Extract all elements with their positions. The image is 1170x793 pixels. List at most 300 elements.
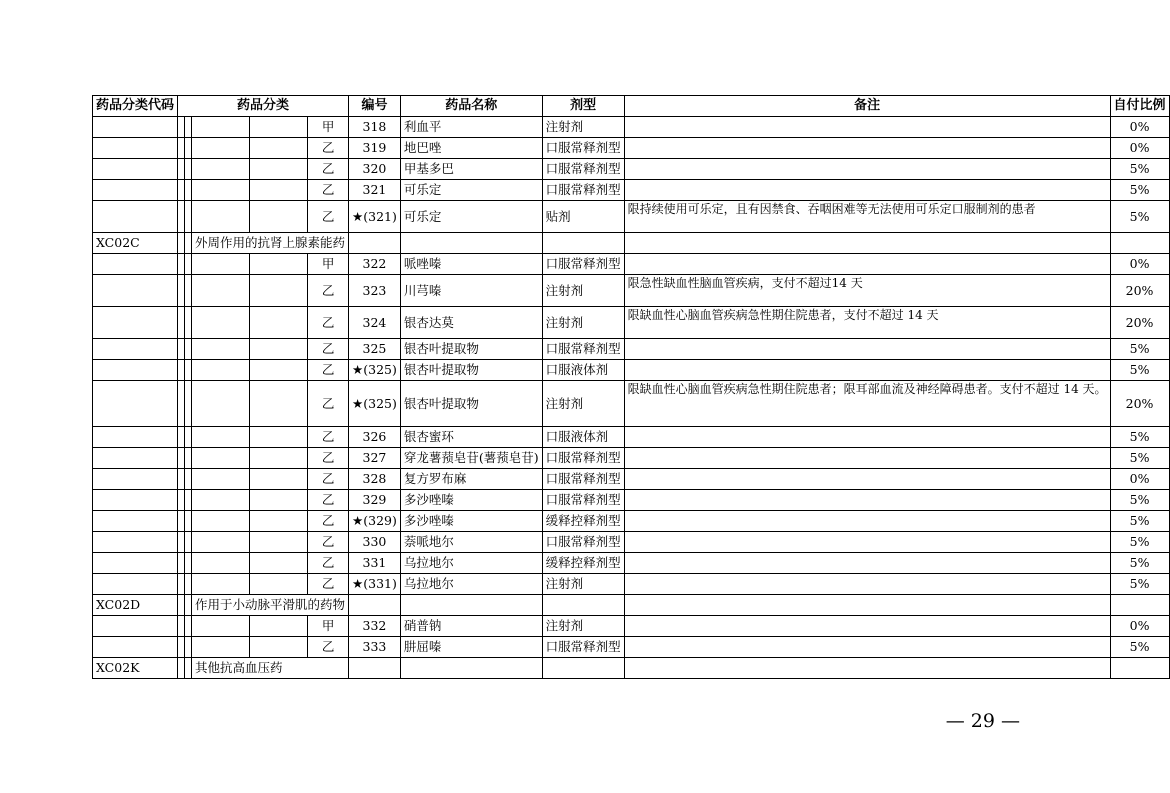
ratio-cell: 0%: [1110, 138, 1169, 159]
empty-cell: [185, 595, 192, 616]
dosage-form-cell: 口服液体剂: [542, 427, 624, 448]
remark-text: 限急性缺血性脑血管疾病，支付不超过14 天: [627, 276, 863, 290]
remark-cell: [624, 159, 1110, 180]
drug-name-cell: 乌拉地尔: [400, 553, 542, 574]
grade-cell: 乙: [308, 427, 349, 448]
remark-cell: [624, 339, 1110, 360]
empty-cell: [185, 427, 192, 448]
empty-cell: [192, 469, 250, 490]
table-header-row: [93, 96, 1170, 117]
grade-cell: 乙: [308, 180, 349, 201]
table-row: [93, 469, 1170, 490]
number-cell: 331: [349, 553, 401, 574]
empty-cell: [178, 381, 185, 427]
ratio-cell: 5%: [1110, 201, 1169, 233]
remark-text: [628, 532, 1107, 533]
drug-name-cell: 银杏达莫: [400, 307, 542, 339]
empty-cell: [178, 532, 185, 553]
dosage-form-cell: 缓释控释剂型: [542, 511, 624, 532]
remark-text: [628, 360, 1107, 361]
table-row: [93, 532, 1170, 553]
empty-cell: [250, 138, 308, 159]
empty-cell: [185, 233, 192, 254]
drug-table: [92, 95, 1170, 679]
dosage-form-cell: 口服常释剂型: [542, 180, 624, 201]
empty-cell: [178, 180, 185, 201]
empty-cell: [624, 595, 1110, 616]
drug-name-cell: 可乐定: [400, 201, 542, 233]
empty-cell: [185, 138, 192, 159]
empty-cell: [192, 553, 250, 574]
empty-cell: [185, 275, 192, 307]
dosage-form-cell: 口服液体剂: [542, 360, 624, 381]
number-cell: ★(331): [349, 574, 401, 595]
empty-cell: [250, 637, 308, 658]
empty-cell: [192, 180, 250, 201]
empty-cell: [542, 658, 624, 679]
grade-cell: 乙: [308, 138, 349, 159]
empty-cell: [93, 511, 178, 532]
table-row: [93, 138, 1170, 159]
table-row: [93, 427, 1170, 448]
empty-cell: [93, 490, 178, 511]
dosage-form-cell: 注射剂: [542, 616, 624, 637]
number-cell: 332: [349, 616, 401, 637]
header-form: 剂型: [542, 96, 624, 117]
ratio-cell: 5%: [1110, 637, 1169, 658]
grade-cell: 乙: [308, 490, 349, 511]
empty-cell: [192, 427, 250, 448]
header-code: 药品分类代码: [93, 96, 178, 117]
grade-cell: 乙: [308, 159, 349, 180]
number-cell: 319: [349, 138, 401, 159]
empty-cell: [192, 201, 250, 233]
empty-cell: [185, 490, 192, 511]
remark-cell: [624, 381, 1110, 427]
table-row: [93, 275, 1170, 307]
remark-text: [628, 574, 1107, 575]
remark-text: [628, 469, 1107, 470]
remark-cell: [624, 448, 1110, 469]
table-row: [93, 553, 1170, 574]
ratio-cell: 20%: [1110, 381, 1169, 427]
empty-cell: [185, 360, 192, 381]
drug-name-cell: 复方罗布麻: [400, 469, 542, 490]
table-row: [93, 448, 1170, 469]
empty-cell: [178, 201, 185, 233]
empty-cell: [250, 616, 308, 637]
empty-cell: [93, 117, 178, 138]
grade-cell: 乙: [308, 381, 349, 427]
grade-cell: 乙: [308, 532, 349, 553]
empty-cell: [250, 381, 308, 427]
remark-cell: [624, 469, 1110, 490]
dosage-form-cell: 口服常释剂型: [542, 448, 624, 469]
empty-cell: [93, 469, 178, 490]
category-label: 外周作用的抗肾上腺素能药: [192, 233, 349, 254]
ratio-cell: 5%: [1110, 574, 1169, 595]
empty-cell: [400, 658, 542, 679]
table-row: [93, 574, 1170, 595]
number-cell: ★(321): [349, 201, 401, 233]
ratio-cell: 5%: [1110, 490, 1169, 511]
grade-cell: 乙: [308, 553, 349, 574]
number-cell: 322: [349, 254, 401, 275]
empty-cell: [192, 637, 250, 658]
empty-cell: [185, 381, 192, 427]
empty-cell: [178, 360, 185, 381]
remark-text: [628, 427, 1107, 428]
number-cell: ★(325): [349, 360, 401, 381]
empty-cell: [192, 275, 250, 307]
empty-cell: [250, 159, 308, 180]
empty-cell: [349, 658, 401, 679]
ratio-cell: 5%: [1110, 532, 1169, 553]
empty-cell: [93, 201, 178, 233]
remark-text: [628, 511, 1107, 512]
header-ratio: 自付比例: [1110, 96, 1169, 117]
table-row: [93, 511, 1170, 532]
number-cell: 327: [349, 448, 401, 469]
table-row: [93, 637, 1170, 658]
remark-cell: [624, 427, 1110, 448]
empty-cell: [349, 233, 401, 254]
empty-cell: [400, 595, 542, 616]
number-cell: 320: [349, 159, 401, 180]
grade-cell: 乙: [308, 307, 349, 339]
empty-cell: [178, 427, 185, 448]
grade-cell: 乙: [308, 511, 349, 532]
empty-cell: [93, 574, 178, 595]
table-row: [93, 616, 1170, 637]
remark-cell: [624, 574, 1110, 595]
dosage-form-cell: 口服常释剂型: [542, 339, 624, 360]
empty-cell: [185, 307, 192, 339]
empty-cell: [192, 117, 250, 138]
category-code: XC02C: [93, 233, 178, 254]
empty-cell: [185, 180, 192, 201]
empty-cell: [93, 553, 178, 574]
empty-cell: [93, 138, 178, 159]
empty-cell: [349, 595, 401, 616]
empty-cell: [250, 427, 308, 448]
empty-cell: [250, 511, 308, 532]
empty-cell: [178, 469, 185, 490]
number-cell: 326: [349, 427, 401, 448]
remark-text: [628, 490, 1107, 491]
empty-cell: [250, 360, 308, 381]
remark-cell: [624, 180, 1110, 201]
drug-name-cell: 银杏蜜环: [400, 427, 542, 448]
empty-cell: [185, 637, 192, 658]
empty-cell: [624, 233, 1110, 254]
ratio-cell: 0%: [1110, 254, 1169, 275]
empty-cell: [542, 595, 624, 616]
empty-cell: [1110, 233, 1169, 254]
empty-cell: [185, 553, 192, 574]
empty-cell: [93, 180, 178, 201]
empty-cell: [178, 637, 185, 658]
dosage-form-cell: 注射剂: [542, 307, 624, 339]
drug-name-cell: 多沙唑嗪: [400, 490, 542, 511]
drug-name-cell: 肼屈嗪: [400, 637, 542, 658]
empty-cell: [192, 254, 250, 275]
drug-name-cell: 哌唑嗪: [400, 254, 542, 275]
grade-cell: 乙: [308, 201, 349, 233]
empty-cell: [250, 339, 308, 360]
remark-cell: [624, 532, 1110, 553]
number-cell: 325: [349, 339, 401, 360]
empty-cell: [185, 574, 192, 595]
number-cell: 318: [349, 117, 401, 138]
empty-cell: [178, 138, 185, 159]
empty-cell: [192, 339, 250, 360]
ratio-cell: 0%: [1110, 117, 1169, 138]
number-cell: 330: [349, 532, 401, 553]
ratio-cell: 5%: [1110, 339, 1169, 360]
empty-cell: [178, 254, 185, 275]
ratio-cell: 5%: [1110, 159, 1169, 180]
empty-cell: [93, 637, 178, 658]
grade-cell: 乙: [308, 360, 349, 381]
empty-cell: [250, 532, 308, 553]
remark-cell: [624, 275, 1110, 307]
remark-cell: [624, 616, 1110, 637]
table-row: [93, 381, 1170, 427]
remark-cell: [624, 637, 1110, 658]
empty-cell: [624, 658, 1110, 679]
remark-text: 限缺血性心脑血管疾病急性期住院患者，支付不超过 14 天: [627, 308, 939, 322]
empty-cell: [192, 574, 250, 595]
empty-cell: [178, 511, 185, 532]
empty-cell: [93, 616, 178, 637]
remark-text: [628, 637, 1107, 638]
empty-cell: [192, 511, 250, 532]
empty-cell: [93, 381, 178, 427]
empty-cell: [192, 448, 250, 469]
empty-cell: [192, 360, 250, 381]
empty-cell: [1110, 595, 1169, 616]
empty-cell: [93, 360, 178, 381]
grade-cell: 乙: [308, 275, 349, 307]
dosage-form-cell: 注射剂: [542, 574, 624, 595]
dosage-form-cell: 注射剂: [542, 117, 624, 138]
table-row: [93, 360, 1170, 381]
drug-name-cell: 利血平: [400, 117, 542, 138]
category-label: 其他抗高血压药: [192, 658, 349, 679]
empty-cell: [185, 254, 192, 275]
remark-text: [628, 117, 1107, 118]
empty-cell: [93, 159, 178, 180]
remark-text: 限缺血性心脑血管疾病急性期住院患者；限耳部血流及神经障碍患者。支付不超过 14 天。: [627, 382, 1107, 396]
drug-name-cell: 穿龙薯蓣皂苷(薯蓣皂苷): [400, 448, 542, 469]
dosage-form-cell: 口服常释剂型: [542, 469, 624, 490]
table-row: [93, 180, 1170, 201]
remark-cell: [624, 254, 1110, 275]
remark-cell: [624, 360, 1110, 381]
ratio-cell: 20%: [1110, 307, 1169, 339]
remark-cell: [624, 117, 1110, 138]
ratio-cell: 5%: [1110, 448, 1169, 469]
empty-cell: [93, 532, 178, 553]
dosage-form-cell: 口服常释剂型: [542, 138, 624, 159]
empty-cell: [185, 469, 192, 490]
empty-cell: [93, 254, 178, 275]
ratio-cell: 0%: [1110, 616, 1169, 637]
drug-name-cell: 甲基多巴: [400, 159, 542, 180]
empty-cell: [185, 448, 192, 469]
table-row: [93, 307, 1170, 339]
drug-name-cell: 萘哌地尔: [400, 532, 542, 553]
remark-cell: [624, 201, 1110, 233]
grade-cell: 甲: [308, 117, 349, 138]
empty-cell: [250, 469, 308, 490]
table-row: [93, 117, 1170, 138]
empty-cell: [178, 159, 185, 180]
table-row: [93, 201, 1170, 233]
table-row: [93, 254, 1170, 275]
empty-cell: [178, 490, 185, 511]
drug-name-cell: 地巴唑: [400, 138, 542, 159]
grade-cell: 甲: [308, 616, 349, 637]
remark-text: [628, 339, 1107, 340]
grade-cell: 乙: [308, 448, 349, 469]
grade-cell: 乙: [308, 339, 349, 360]
remark-text: [628, 616, 1107, 617]
category-row: [93, 233, 1170, 254]
ratio-cell: 0%: [1110, 469, 1169, 490]
dosage-form-cell: 口服常释剂型: [542, 490, 624, 511]
empty-cell: [192, 490, 250, 511]
empty-cell: [250, 117, 308, 138]
empty-cell: [178, 595, 185, 616]
ratio-cell: 5%: [1110, 553, 1169, 574]
remark-text: [628, 448, 1107, 449]
empty-cell: [250, 553, 308, 574]
drug-name-cell: 银杏叶提取物: [400, 381, 542, 427]
table-row: [93, 490, 1170, 511]
ratio-cell: 5%: [1110, 511, 1169, 532]
empty-cell: [178, 307, 185, 339]
empty-cell: [192, 307, 250, 339]
number-cell: 324: [349, 307, 401, 339]
empty-cell: [1110, 658, 1169, 679]
number-cell: 329: [349, 490, 401, 511]
empty-cell: [178, 275, 185, 307]
dosage-form-cell: 贴剂: [542, 201, 624, 233]
empty-cell: [178, 616, 185, 637]
empty-cell: [185, 511, 192, 532]
category-row: [93, 658, 1170, 679]
drug-name-cell: 银杏叶提取物: [400, 360, 542, 381]
empty-cell: [192, 532, 250, 553]
empty-cell: [542, 233, 624, 254]
ratio-cell: 20%: [1110, 275, 1169, 307]
number-cell: 333: [349, 637, 401, 658]
category-code: XC02D: [93, 595, 178, 616]
empty-cell: [93, 427, 178, 448]
grade-cell: 乙: [308, 574, 349, 595]
empty-cell: [178, 448, 185, 469]
remark-text: [628, 138, 1107, 139]
empty-cell: [192, 138, 250, 159]
number-cell: 321: [349, 180, 401, 201]
number-cell: ★(329): [349, 511, 401, 532]
grade-cell: 乙: [308, 637, 349, 658]
drug-name-cell: 川芎嗪: [400, 275, 542, 307]
empty-cell: [178, 117, 185, 138]
empty-cell: [185, 117, 192, 138]
header-number: 编号: [349, 96, 401, 117]
empty-cell: [185, 658, 192, 679]
drug-name-cell: 多沙唑嗪: [400, 511, 542, 532]
empty-cell: [178, 233, 185, 254]
empty-cell: [93, 448, 178, 469]
empty-cell: [250, 254, 308, 275]
drug-name-cell: 可乐定: [400, 180, 542, 201]
empty-cell: [250, 180, 308, 201]
empty-cell: [185, 159, 192, 180]
ratio-cell: 5%: [1110, 360, 1169, 381]
drug-name-cell: 硝普钠: [400, 616, 542, 637]
empty-cell: [192, 159, 250, 180]
empty-cell: [178, 658, 185, 679]
empty-cell: [178, 339, 185, 360]
empty-cell: [178, 553, 185, 574]
remark-cell: [624, 511, 1110, 532]
empty-cell: [185, 339, 192, 360]
ratio-cell: 5%: [1110, 427, 1169, 448]
empty-cell: [93, 307, 178, 339]
empty-cell: [250, 490, 308, 511]
table-row: [93, 159, 1170, 180]
number-cell: 323: [349, 275, 401, 307]
remark-cell: [624, 307, 1110, 339]
remark-text: [628, 159, 1107, 160]
grade-cell: 乙: [308, 469, 349, 490]
empty-cell: [93, 275, 178, 307]
dosage-form-cell: 口服常释剂型: [542, 532, 624, 553]
empty-cell: [178, 574, 185, 595]
empty-cell: [185, 532, 192, 553]
drug-name-cell: 乌拉地尔: [400, 574, 542, 595]
drug-name-cell: 银杏叶提取物: [400, 339, 542, 360]
empty-cell: [93, 339, 178, 360]
dosage-form-cell: 缓释控释剂型: [542, 553, 624, 574]
page-number: — 29 —: [945, 710, 1020, 732]
table-row: [93, 339, 1170, 360]
empty-cell: [185, 616, 192, 637]
dosage-form-cell: 口服常释剂型: [542, 637, 624, 658]
dosage-form-cell: 注射剂: [542, 275, 624, 307]
category-label: 作用于小动脉平滑肌的药物: [192, 595, 349, 616]
category-row: [93, 595, 1170, 616]
dosage-form-cell: 口服常释剂型: [542, 254, 624, 275]
dosage-form-cell: 口服常释剂型: [542, 159, 624, 180]
empty-cell: [250, 275, 308, 307]
remark-text: 限持续使用可乐定，且有因禁食、吞咽困难等无法使用可乐定口服制剂的患者: [627, 202, 1036, 216]
remark-cell: [624, 490, 1110, 511]
remark-text: [628, 180, 1107, 181]
empty-cell: [192, 381, 250, 427]
remark-text: [628, 553, 1107, 554]
header-remark: 备注: [624, 96, 1110, 117]
header-name: 药品名称: [400, 96, 542, 117]
empty-cell: [400, 233, 542, 254]
remark-text: [628, 254, 1107, 255]
empty-cell: [185, 201, 192, 233]
empty-cell: [250, 448, 308, 469]
